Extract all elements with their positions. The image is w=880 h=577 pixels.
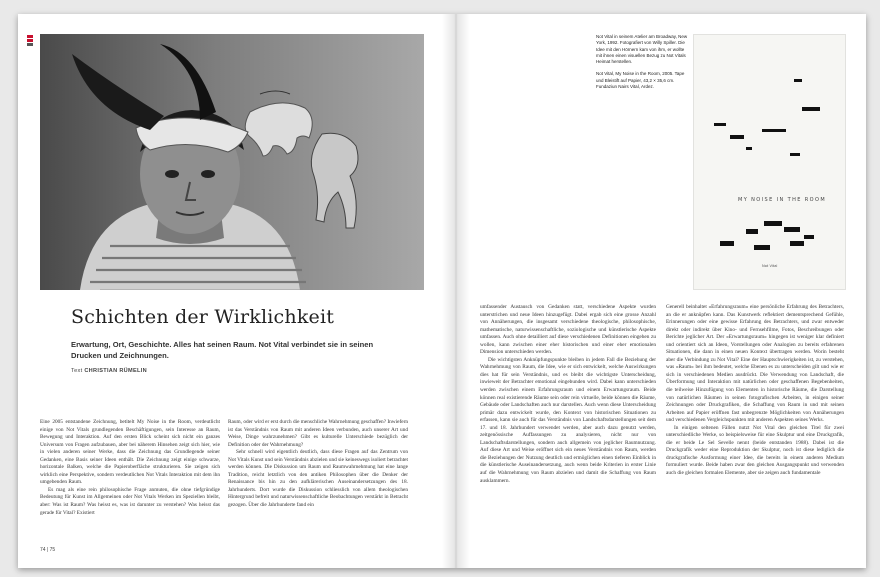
article-standfirst: Erwartung, Ort, Geschichte. Alles hat seinen Raum. Not Vital verbindet sie in seinen Drucken und Zeichnungen. — [71, 340, 374, 360]
byline-author: CHRISTIAN RÜMELIN — [84, 368, 147, 374]
magazine-spread — [18, 14, 866, 568]
artwork-signature: Not Vital — [762, 264, 778, 268]
right-column-1 — [480, 304, 656, 544]
paragraph: In einigen seltenen Fällen nutzt Not Vital den gleichen Titel für zwei unterschiedliche Werke, so beispielsweise für eine Skulptur und eine Druckgrafik, die er beide Le Sel Sevelle nennt (beide entstanden 1988). Dabei ist die Druckgrafik weder eine Reproduktion der Skulptur, noch ist diese lediglich die druckgrafische Ausformung einer Idee, die bereits in einem anderen Medium formuliert wurde. Beide haben zwar den gleichen Ausgangspunkt und verwenden auch die gleichen formalen Elemente, aber sie zeigen auch fundamentale — [666, 424, 844, 477]
left-column-2 — [228, 419, 408, 544]
left-column-1 — [40, 419, 220, 544]
right-column-2 — [666, 304, 844, 544]
paragraph: Die wichtigsten Anknüpfungspunkte bleiben in jedem Fall die Beziehung der Wahrnehmung von Raum, die Idee, wie er sich entwickelt, welche Auswirkungen dies hat für sein Verständnis, und es bleibt die wichtigste Unterscheidung, inwieweit der Betrachter emotional eingebunden wird. Dabei kann unterschieden werden zwischen einem Erfahrungsraum und einem Erwartungsraum. Beide können real existierende Räume sein oder rein virtuelle, beide können die Räume, Gebäude oder Landschaften auch nur darstellen. Auch wenn diese Unterscheidung primär dazu entwickelt wurde, den Kontext von historischen Situationen zu erfassen, kann sie auch für das Verständnis von Landschaftsdarstellungen seit dem 17. und 18. Jahrhundert verwendet werden, aber auch dazu genutzt werden, zeitgenössische Auffassungen zu analysieren, nicht nur von Landschaftsdarstellungen, sondern auch allgemein von jeglicher Raumnutzung. Auf diese Art und Weise eröffnet sich ein neues Verständnis von Raum, werden die Beziehungen der Nutzung deutlich und ermöglichen einen tieferen Einblick in die künstlerische Auseinandersetzung, auch wenn beide Kriterien in erster Linie auf die Wahrnehmung von Raum abzielen und damit die Schaffung von Raum ausklammern. — [480, 356, 656, 484]
artwork-caption: Not Vital, My Noise in the Room, 2005. Tape und Bleistift auf Papier, 43,2 × 35,6 cm. Fundaziun Nairs Vital, Ardez. — [596, 71, 685, 90]
paragraph: Eine 2005 entstandene Zeichnung, betitelt My Noise in the Room, verdeutlicht einige von Not Vitals grundlegenden Beschäftigungen, sein Interesse an Raum, Bewegung und Interaktion. Auf den ersten Blick scheint sich nicht ein ganzes Universum von Fragen aufzubauen, aber bei näherem Hinsehen zeigt sich hier, wie in vielen anderen seiner Werke, dass die Zeichnung das Grundlegende seiner Gedanken, eine Basis seiner Ideen enthält. Die Zeichnung zeigt einige schwarze, horizontale Balken, welche die Papieroberfläche strukturieren. Sie zeigen sich wirklich eine Perspektive, sondern verdeutlichen Not Vitals Interaktion mit dem ihn umgebenden Raum. — [40, 419, 220, 486]
paragraph: Raum, oder wird er erst durch die menschliche Wahrnehmung geschaffen? Inwiefern ist das Verständnis von Raum mit anderen Ideen verbunden, auch unserer Art und Weise, Dinge wahrzunehmen? Gibt es kulturelle Unterschiede bezüglich der Definition oder der Wahrnehmung? — [228, 419, 408, 448]
artwork-my-noise-in-the-room — [693, 34, 846, 290]
captions — [596, 34, 688, 96]
studio-portrait-photo — [40, 34, 424, 290]
paragraph: Generell beinhaltet «Erfahrungsraum» eine persönliche Erfahrung des Betrachters, an die er anknüpfen kann. Das Kunstwerk reflektiert dementsprechend Gefühle, Erinnerungen oder eine gewisse Erfahrung des Betrachters, und zwar entweder direkt oder indirekt über Kino- und Fernsehfilme, Fotos, Beschreibungen oder Berichte jeglicher Art. Der «Erwartungsraum» hingegen ist weniger klar definiert und orientiert sich an Ideen, Vorstellungen oder Analogien zu bereits erfahrenen Situationen, die dann in einen neuen Kontext übertragen werden. Worin besteht aber die Verbindung zu Not Vital? Eine der Hauptschwierigkeiten ist, zu verstehen, was «Raum» bei ihm bedeutet, welche Ebenen es zu unterscheiden gilt und wie er sich in verschiedenen Medien ausdrückt. Die Verwendung von Landschaft, die Überformung und Interaktion mit natürlichen oder geschaffenen Begebenheiten, die teilweise Hinzufügung von Elementen in historische Räume, die Darstellung von natürlichen Räumen in seinen fotografischen Arbeiten, in einigen seiner Zeichnungen oder Druckgrafiken, die Schaffung von Raum in und mit seinen Arbeiten auf Papier eröffnen fast unbegrenzte Möglichkeiten von Annäherungen und verschiedenen Vergleichspunkten mit anderen Aspekten seines Werks. — [666, 304, 844, 424]
photo-caption: Not Vital in seinem Atelier am Broadway, New York, 1992. Fotografiert von Willy Spiller. Die Idee mit den Hörnern kam von ihm, er wollte mit ihnen einen visuellen Bezug zu Not Vitals Heimat herstellen. — [596, 34, 688, 65]
paragraph: umfassender Austausch von Gedanken statt, verschiedene Aspekte wurden unterstrichen und neue Ideen hinzugefügt. Dabei ergab sich eine grosse Anzahl von Annäherungen, die insgesamt verschiedene theologische, philosophische, mathematische, naturwissenschaftliche, soziologische und künstlerische Aspekte umfassen. Auch ohne detailliert auf diese verschiedenen Definitionen eingehen zu wollen, kann zwischen einer eher historischen und einer eher emotionalen Dimension unterschieden werden. — [480, 304, 656, 356]
paragraph: Es mag als eine rein philosophische Frage anmuten, die ohne tiefgründige Bedeutung für Kunst im Allgemeinen oder Not Vitals Werken im Speziellen bleibt, aber: Was ist Raum? Was heisst es, was ist darunter zu verstehen? Was heisst das gerade für Vital? Existiert — [40, 486, 220, 516]
byline-prefix: Text — [71, 368, 83, 374]
page-number: 74 | 75 — [40, 547, 56, 553]
paragraph: Sehr schnell wird eigentlich deutlich, dass diese Fragen auf das Zentrum von Not Vitals Kunst und sein Verständnis abzielen und sie keineswegs isoliert betrachtet werden können. Die Diskussion um Raum und Raumwahrnehmung hat eine lange Tradition, reicht letztlich von den antiken Philosophen über die Denker der Renaissance bis hin zu den aufklärerischen Auseinandersetzungen des 18. Jahrhunderts. Dort wurde die Diskussion schliesslich von allem theologischen Hintergrund befreit und naturwissenschaftliche Beobachtungen verstärkt in Betracht gezogen. Über die Jahrhunderte fand ein — [228, 449, 408, 509]
right-page — [448, 14, 866, 568]
article-headline: Schichten der Wirklichkeit — [71, 306, 335, 328]
section-marker — [27, 35, 33, 49]
byline — [71, 368, 147, 374]
left-page — [18, 14, 448, 568]
artwork-handwritten-title: MY NOISE IN THE ROOM — [738, 197, 827, 203]
